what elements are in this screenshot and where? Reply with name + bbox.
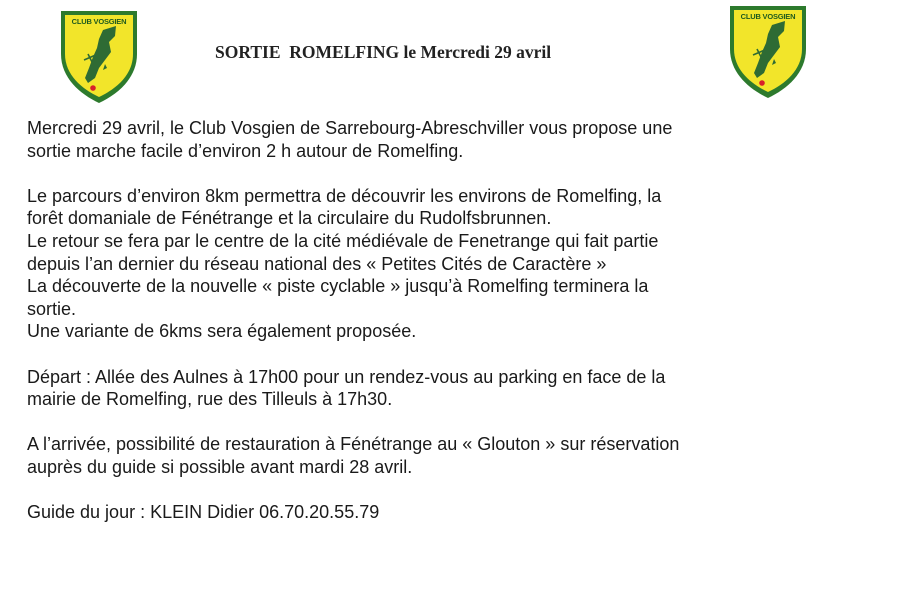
text-line: Guide du jour : KLEIN Didier 06.70.20.55.79 bbox=[27, 502, 380, 523]
text-line: Une variante de 6kms sera également proposée. bbox=[27, 321, 417, 342]
text-line: Mercredi 29 avril, le Club Vosgien de Sarrebourg-Abreschviller vous propose une bbox=[27, 118, 673, 138]
guide-paragraph bbox=[27, 501, 877, 524]
arrival-paragraph bbox=[27, 433, 877, 478]
announcement-body bbox=[27, 117, 877, 546]
text-line: Le retour se fera par le centre de la cité médiévale de Fenetrange qui fait partie bbox=[27, 230, 659, 251]
text-line: auprès du guide si possible avant mardi 28 avril. bbox=[27, 456, 413, 477]
text-line: Départ : Allée des Aulnes à 17h00 pour un rendez-vous au parking en face de la bbox=[27, 366, 666, 387]
departure-paragraph bbox=[27, 366, 877, 411]
text-line: depuis l’an dernier du réseau national des « Petites Cités de Caractère » bbox=[27, 253, 607, 274]
route-paragraph bbox=[27, 185, 877, 343]
text-line: Le parcours d’environ 8km permettra de découvrir les environs de Romelfing, la bbox=[27, 185, 662, 206]
club-vosgien-logo-right bbox=[727, 3, 809, 101]
text-line: La découverte de la nouvelle « piste cyclable » jusqu’à Romelfing terminera la bbox=[27, 276, 649, 297]
text-line: forêt domaniale de Fénétrange et la circulaire du Rudolfsbrunnen. bbox=[27, 208, 552, 229]
logo-text: CLUB VOSGIEN bbox=[71, 17, 127, 26]
intro-paragraph bbox=[27, 117, 877, 162]
logo-text: CLUB VOSGIEN bbox=[740, 12, 796, 21]
text-line: mairie de Romelfing, rue des Tilleuls à 17h30. bbox=[27, 389, 393, 410]
club-vosgien-logo-left bbox=[58, 8, 140, 106]
page-title: SORTIE ROMELFING le Mercredi 29 avril bbox=[215, 42, 552, 62]
text-line: A l’arrivée, possibilité de restauration à Fénétrange au « Glouton » sur réservation bbox=[27, 434, 680, 455]
text-line: sortie. bbox=[27, 298, 77, 319]
text-line: sortie marche facile d’environ 2 h autour de Romelfing. bbox=[27, 140, 464, 161]
